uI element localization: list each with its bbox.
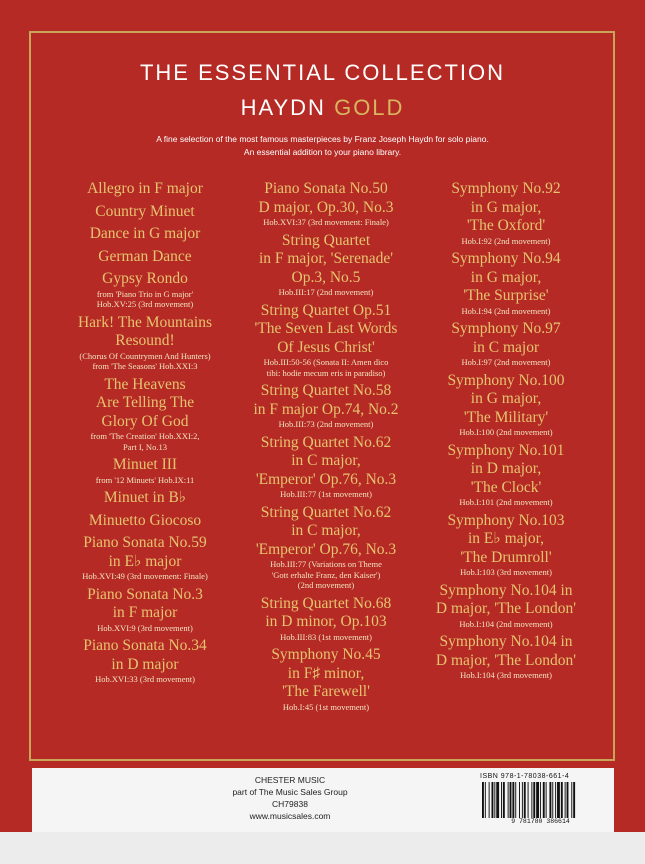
piece-title: String Quartet No.68 in D minor, Op.103 [260, 594, 392, 630]
contents-entry [54, 203, 236, 222]
intro-line-1: A fine selection of the most famous masterpieces by Franz Joseph Haydn for solo piano. [156, 134, 489, 144]
piece-catalogue-note: Hob.I:94 (2nd movement) [461, 305, 551, 316]
contents-column-3 [415, 180, 597, 685]
barcode-bar [494, 782, 495, 818]
piece-catalogue-note: Hob.I:103 (3rd movement) [460, 567, 552, 577]
website-url: www.musicsales.com [249, 811, 331, 821]
publisher-group: part of The Music Sales Group [232, 787, 348, 797]
isbn-label: ISBN 978-1-78038-661-4 [480, 773, 570, 780]
barcode-bar [543, 782, 545, 818]
piece-catalogue-note: from '12 Minuets' Hob.IX:11 [95, 474, 195, 485]
piece-title: Symphony No.104 in D major, 'The London' [435, 581, 577, 617]
barcode-bar [531, 782, 532, 818]
contents-entry [54, 637, 236, 685]
piece-title: Piano Sonata No.50 D major, Op.30, No.3 [258, 180, 394, 216]
piece-catalogue-note: Hob.XVI:37 (3rd movement: Finale) [263, 217, 389, 227]
piece-title: Allegro in F major [87, 180, 203, 197]
piece-catalogue-note: Hob.I:100 (2nd movement) [459, 427, 553, 437]
piece-catalogue-note: Hob.III:77 (Variations on Theme 'Gott erhalte Franz, den Kaiser') (2nd movement) [270, 559, 382, 590]
piece-catalogue-note: Hob.III:17 (2nd movement) [278, 287, 374, 297]
piece-title: Symphony No.101 in D major, 'The Clock' [447, 441, 565, 496]
piece-catalogue-note: Hob.III:73 (2nd movement) [278, 419, 374, 429]
intro-line-2: An essential addition to your piano library. [243, 147, 402, 157]
contents-column-2 [235, 180, 417, 716]
barcode-bar [512, 782, 514, 818]
barcode-bar [561, 782, 563, 818]
barcode-bar [533, 782, 535, 818]
barcode-bar [546, 782, 547, 818]
contents-entry [235, 180, 417, 228]
book-title [0, 95, 645, 121]
contents-entry [235, 232, 417, 298]
contents-entry [415, 512, 597, 578]
piece-title: Gypsy Rondo [102, 270, 188, 287]
composer-name: HAYDN [240, 95, 326, 120]
contents-entry [415, 372, 597, 438]
collection-title: THE ESSENTIAL COLLECTION [139, 60, 506, 85]
gold-label: GOLD [334, 95, 405, 120]
piece-title: Dance in G major [89, 225, 201, 242]
barcode-bar [524, 782, 526, 818]
contents-entry [235, 595, 417, 643]
contents-entry [54, 376, 236, 453]
contents-entry [54, 534, 236, 582]
barcode-bar [496, 782, 499, 818]
barcode-bar [485, 782, 486, 818]
piece-catalogue-note: Hob.I:92 (2nd movement) [461, 235, 551, 246]
contents-column-1 [54, 180, 236, 689]
barcode-bar [522, 782, 523, 818]
contents-entry [54, 314, 236, 372]
barcode-bar [565, 782, 566, 818]
barcode-bar [508, 782, 509, 818]
piece-catalogue-note: Hob.XVI:33 (3rd movement) [95, 674, 195, 684]
piece-catalogue-note: (Chorus Of Countrymen And Hunters) from 'The Seasons' Hob.XXI:3 [79, 350, 211, 371]
barcode-bar [519, 782, 520, 818]
barcode-bar [573, 782, 575, 818]
contents-entry [54, 512, 236, 531]
barcode-icon [478, 782, 603, 820]
piece-title: String Quartet No.58 in F major Op.74, No.2 [253, 382, 399, 418]
piece-title: String Quartet No.62 in C major, 'Emperor' Op.76, No.3 [255, 503, 397, 558]
piece-title: Hark! The Mountains Resound! [77, 313, 213, 349]
piece-title: Piano Sonata No.59 in E♭ major [83, 534, 207, 570]
contents-entry [54, 586, 236, 634]
barcode-bar [567, 782, 569, 818]
contents-entry [415, 582, 597, 630]
barcode-bar [492, 782, 494, 818]
piece-title: Symphony No.94 in G major, 'The Surprise' [451, 250, 561, 304]
piece-title: Symphony No.103 in E♭ major, 'The Drumroll' [447, 511, 565, 566]
barcode-bar [540, 782, 541, 818]
barcode-bar [552, 782, 553, 818]
piece-catalogue-note: from 'Piano Trio in G major' Hob.XV:25 (3rd movement) [96, 288, 194, 309]
contents-entry [54, 456, 236, 485]
piece-title: Symphony No.45 in F♯ minor, 'The Farewell' [271, 646, 381, 700]
piece-title: Piano Sonata No.34 in D major [83, 637, 207, 673]
piece-title: Symphony No.100 in G major, 'The Military' [447, 371, 565, 426]
contents-entry [415, 250, 597, 316]
contents-entry [235, 302, 417, 379]
piece-title: Symphony No.97 in C major [451, 320, 561, 356]
barcode-bar [482, 782, 484, 818]
piece-title: String Quartet No.62 in C major, 'Emperor' Op.76, No.3 [255, 433, 397, 488]
piece-title: Country Minuet [95, 202, 195, 220]
contents-entry [54, 489, 236, 508]
barcode-bar [489, 782, 490, 818]
publisher-name: CHESTER MUSIC [254, 775, 326, 785]
piece-title: Piano Sonata No.3 in F major [87, 585, 203, 621]
barcode-bar [571, 782, 572, 818]
piece-catalogue-note: Hob.III:77 (1st movement) [280, 489, 372, 499]
piece-title: The Heavens Are Telling The Glory Of God [95, 375, 195, 430]
contents-entry [235, 504, 417, 591]
barcode-bar [503, 782, 505, 818]
contents-entry [54, 270, 236, 310]
piece-title: Symphony No.92 in G major, 'The Oxford' [451, 180, 561, 234]
piece-catalogue-note: Hob.I:45 (1st movement) [282, 701, 370, 712]
piece-title: German Dance [98, 247, 192, 265]
piece-title: Minuet III [112, 456, 178, 473]
barcode-bar [555, 782, 556, 818]
barcode-bar [528, 782, 529, 818]
barcode-bar [501, 782, 502, 818]
piece-title: String Quartet Op.51 'The Seven Last Words Of Jesus Christ' [254, 301, 398, 356]
barcode-bar [515, 782, 516, 818]
contents-entry [235, 646, 417, 712]
contents-entry [415, 320, 597, 368]
piece-title: Symphony No.104 in D major, 'The London' [435, 633, 577, 669]
piece-catalogue-note: Hob.I:104 (2nd movement) [459, 618, 553, 629]
piece-catalogue-note: Hob.I:104 (3rd movement) [460, 670, 552, 680]
piece-catalogue-note: Hob.III:50-56 (Sonata II: Amen dico tibi: hodie mecum eris in paradiso) [263, 357, 389, 378]
barcode-bar [549, 782, 551, 818]
barcode-number: 9 781780 386614 [511, 818, 570, 825]
barcode-bar [536, 782, 539, 818]
contents-entry [415, 180, 597, 246]
barcode-bar [557, 782, 560, 818]
contents-entry [54, 180, 236, 199]
piece-catalogue-note: Hob.I:101 (2nd movement) [459, 497, 553, 507]
piece-catalogue-note: Hob.XVI:49 (3rd movement: Finale) [82, 571, 208, 581]
contents-entry [415, 442, 597, 508]
piece-catalogue-note: Hob.III:83 (1st movement) [280, 631, 372, 642]
piece-title: Minuet in B♭ [103, 489, 187, 506]
piece-catalogue-note: from 'The Creation' Hob.XXI:2, Part I, No.13 [90, 431, 200, 452]
contents-entry [235, 434, 417, 500]
piece-catalogue-note: Hob.I:97 (2nd movement) [461, 357, 551, 367]
piece-title: String Quartet in F major, 'Serenade' Op.3, No.5 [258, 231, 394, 286]
piece-catalogue-note: Hob.XVI:9 (3rd movement) [97, 622, 193, 633]
contents-entry [54, 248, 236, 267]
catalogue-number: CH79838 [272, 799, 308, 809]
piece-title: Minuetto Giocoso [88, 511, 202, 529]
contents-entry [235, 382, 417, 430]
barcode-bar [510, 782, 512, 818]
contents-entry [415, 633, 597, 681]
contents-entry [54, 225, 236, 244]
